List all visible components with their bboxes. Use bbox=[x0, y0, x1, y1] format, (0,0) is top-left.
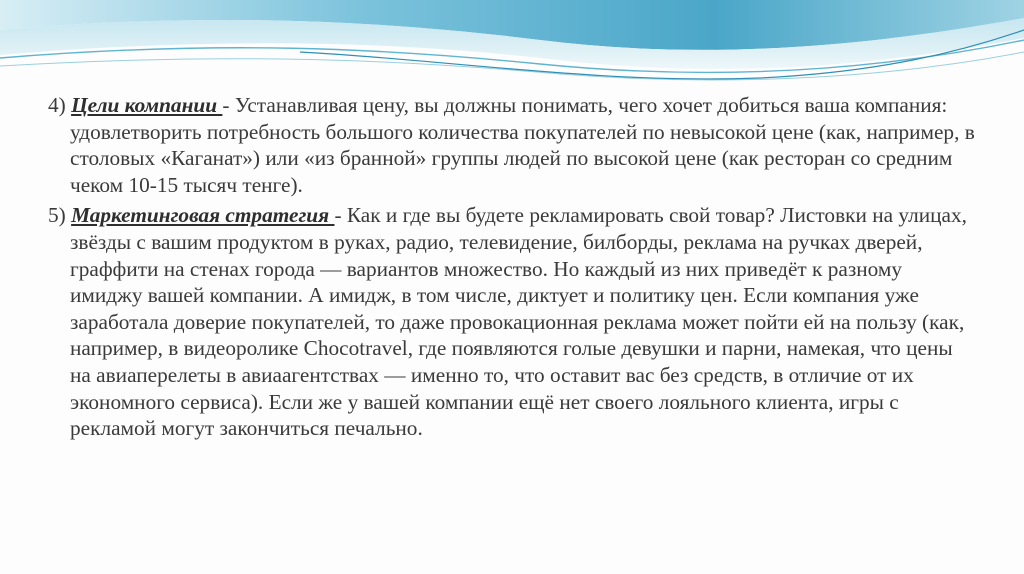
paragraph-item bbox=[48, 92, 978, 198]
paragraph-item bbox=[48, 202, 978, 441]
paragraph-number: 5) bbox=[48, 203, 66, 228]
paragraph-text: - Устанавливая цену, вы должны понимать, чего хочет добиться ваша компания: удовлетворить потребность большого количества покупателей по невысокой цене (как, например, в столовых «Каганат») или «из бранной» группы людей по высокой цене (как ресторан со средним чеком 10-15 тысяч тенге). bbox=[70, 93, 975, 197]
wave-header-decoration bbox=[0, 0, 1024, 95]
slide-body bbox=[48, 92, 978, 446]
paragraph-text: - Как и где вы будете рекламировать свой товар? Листовки на улицах, звёзды с вашим продуктом в руках, радио, телевидение, билборды, реклама на ручках дверей, граффити на стенах города — вариантов множество. Но каждый из них приведёт к разному имиджу вашей компании. А имидж, в том числе, диктует и политику цен. Если компания уже заработала доверие покупателей, то даже провокационная реклама может пойти ей на пользу (как, например, в видеоролике Chocotravel, где появляются голые девушки и парни, намекая, что цены на авиаперелеты в авиаагентствах — именно то, что оставит вас без средств, в отличие от их экономного сервиса). Если же у вашей компании ещё нет своего лояльного клиента, игры с рекламой могут закончиться печально. bbox=[70, 203, 967, 441]
paragraph-term: Цели компании bbox=[71, 93, 223, 117]
paragraph-number: 4) bbox=[48, 93, 66, 117]
paragraph-term: Маркетинговая стратегия bbox=[71, 203, 335, 228]
